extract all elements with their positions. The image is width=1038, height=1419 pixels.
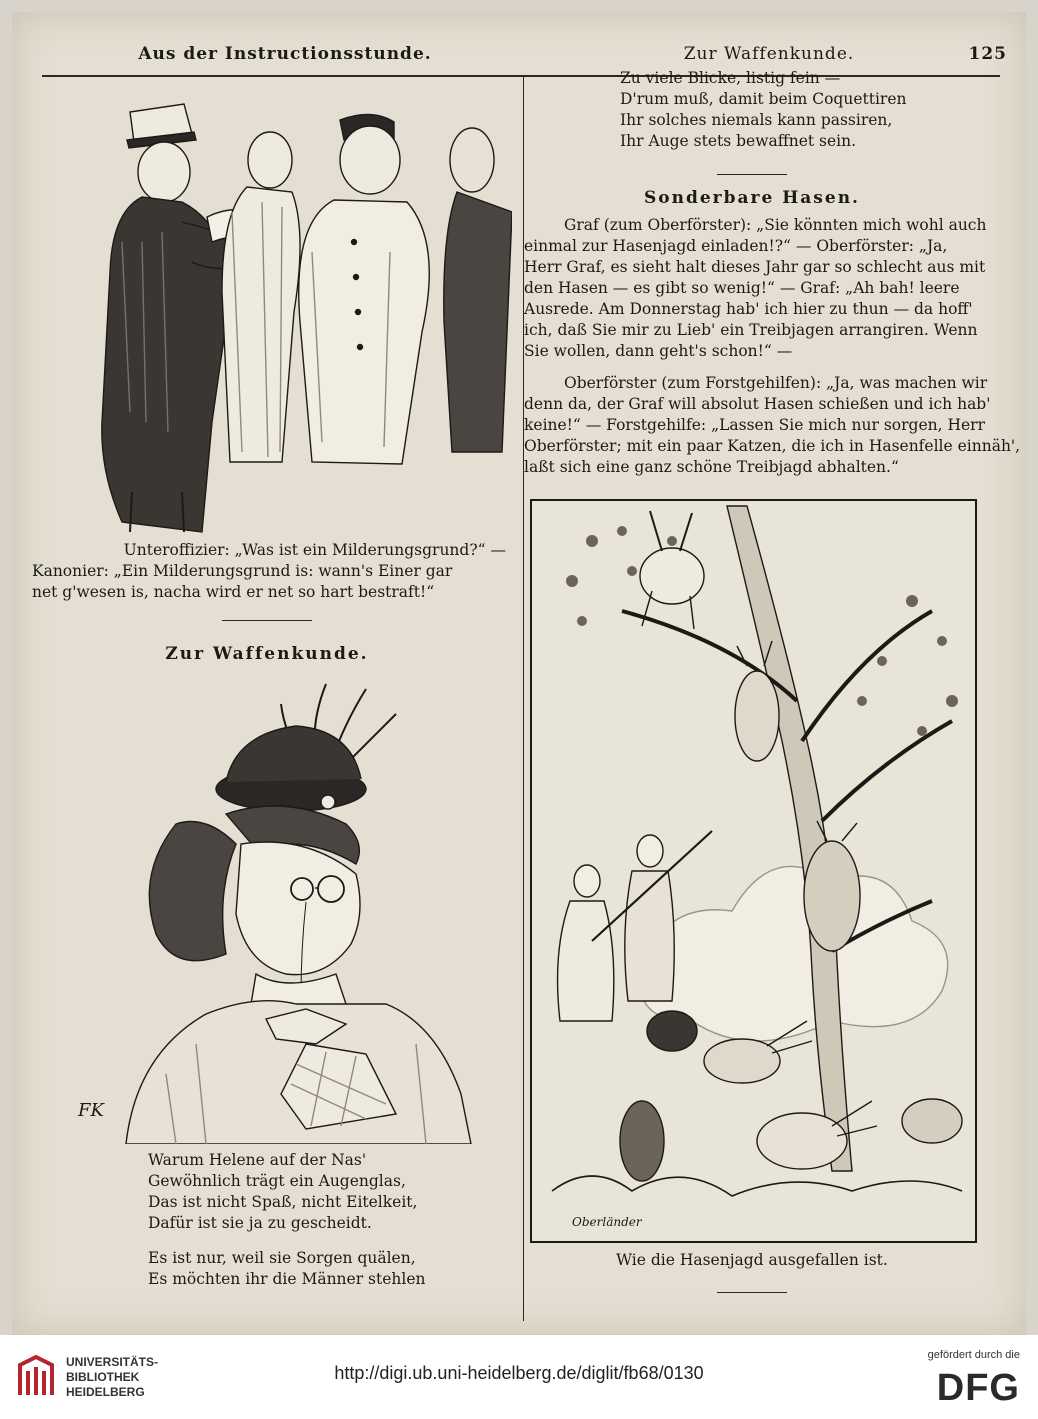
hare-story-paragraph-2 [524, 373, 1021, 478]
illustration-signature: Oberländer [572, 1215, 642, 1229]
story-line: Sie wollen, dann geht's schon!“ — [524, 342, 793, 360]
caption-line: Kanonier: „Ein Milderungsgrund is: wann's Einer gar [32, 562, 453, 580]
library-name: UNIVERSITÄTS- BIBLIOTHEK HEIDELBERG [66, 1355, 159, 1399]
instruction-illustration [72, 92, 512, 537]
story-line: den Hasen — es gibt so wenig!“ — Graf: „Ah bah! leere [524, 279, 960, 297]
scanned-page [12, 12, 1026, 1335]
hare-story-paragraph-1 [524, 215, 987, 362]
section-separator [717, 174, 787, 175]
funding-note: gefördert durch die [927, 1349, 1020, 1361]
poem-line: Es ist nur, weil sie Sorgen quälen, [148, 1249, 416, 1267]
poem-line: Dafür ist sie ja zu gescheidt. [148, 1214, 372, 1232]
story-line: Oberförster; mit ein paar Katzen, die ich in Hasenfelle einnäh', [524, 437, 1021, 455]
story-line: Herr Graf, es sieht halt dieses Jahr gar so schlecht aus mit [524, 258, 986, 276]
story-line: einmal zur Hasenjagd einladen!?“ — Oberförster: „Ja, [524, 237, 948, 255]
poem-line: Es möchten ihr die Männer stehlen [148, 1270, 426, 1288]
poem-line: Das ist nicht Spaß, nicht Eitelkeit, [148, 1193, 418, 1211]
instruction-caption [32, 540, 506, 603]
artist-monogram: FK [78, 1100, 104, 1121]
poem-line: Ihr solches niemals kann passiren, [620, 111, 893, 129]
header-left-title: Aus der Instructionsstunde. [138, 44, 432, 64]
hare-hunt-caption: Wie die Hasenjagd ausgefallen ist. [616, 1251, 888, 1269]
section-separator [717, 1292, 787, 1293]
caption-line: Unteroffizier: „Was ist ein Milderungsgrund?“ — [123, 541, 506, 559]
story-line: keine!“ — Forstgehilfe: „Lassen Sie mich nur sorgen, Herr [524, 416, 985, 434]
poem-continuation [620, 68, 920, 152]
caption-line: net g'wesen is, nacha wird er net so hart bestraft!“ [32, 583, 435, 601]
story-line: denn da, der Graf will absolut Hasen schießen und ich hab' [524, 395, 991, 413]
header-right-title: Zur Waffenkunde. [683, 44, 855, 64]
story-line: Graf (zum Oberförster): „Sie könnten mich wohl auch [564, 216, 987, 234]
digitization-footer [0, 1335, 1038, 1419]
story-line: laßt sich eine ganz schöne Treibjagd abhalten.“ [524, 458, 899, 476]
section-separator [222, 620, 312, 621]
library-logo-icon [14, 1351, 58, 1401]
poem-line: Warum Helene auf der Nas' [148, 1151, 367, 1169]
stanza-gap [148, 1234, 488, 1248]
hare-hunt-illustration [530, 499, 977, 1243]
page-number: 125 [968, 44, 1007, 64]
digitization-url[interactable]: http://digi.ub.uni-heidelberg.de/diglit/fb68/0130 [334, 1363, 704, 1383]
poem-line: Ihr Auge stets bewaffnet sein. [620, 132, 857, 150]
dfg-logo: DFG [936, 1367, 1020, 1409]
story-line: Oberförster (zum Forstgehilfen): „Ja, was machen wir [564, 374, 988, 392]
poem-line: D'rum muß, damit beim Coquettiren [620, 90, 907, 108]
story-line: Ausrede. Am Donnerstag hab' ich hier zu thun — da hoff' [524, 300, 973, 318]
poem-line: Zu viele Blicke, listig fein — [620, 69, 841, 87]
left-section-title: Zur Waffenkunde. [165, 644, 369, 664]
poem-line: Gewöhnlich trägt ein Augenglas, [148, 1172, 406, 1190]
woman-monocle-illustration [66, 674, 511, 1144]
woman-poem [148, 1150, 488, 1290]
story-line: ich, daß Sie mir zu Lieb' ein Treibjagen arrangiren. Wenn [524, 321, 978, 339]
right-section-title: Sonderbare Hasen. [644, 188, 860, 208]
